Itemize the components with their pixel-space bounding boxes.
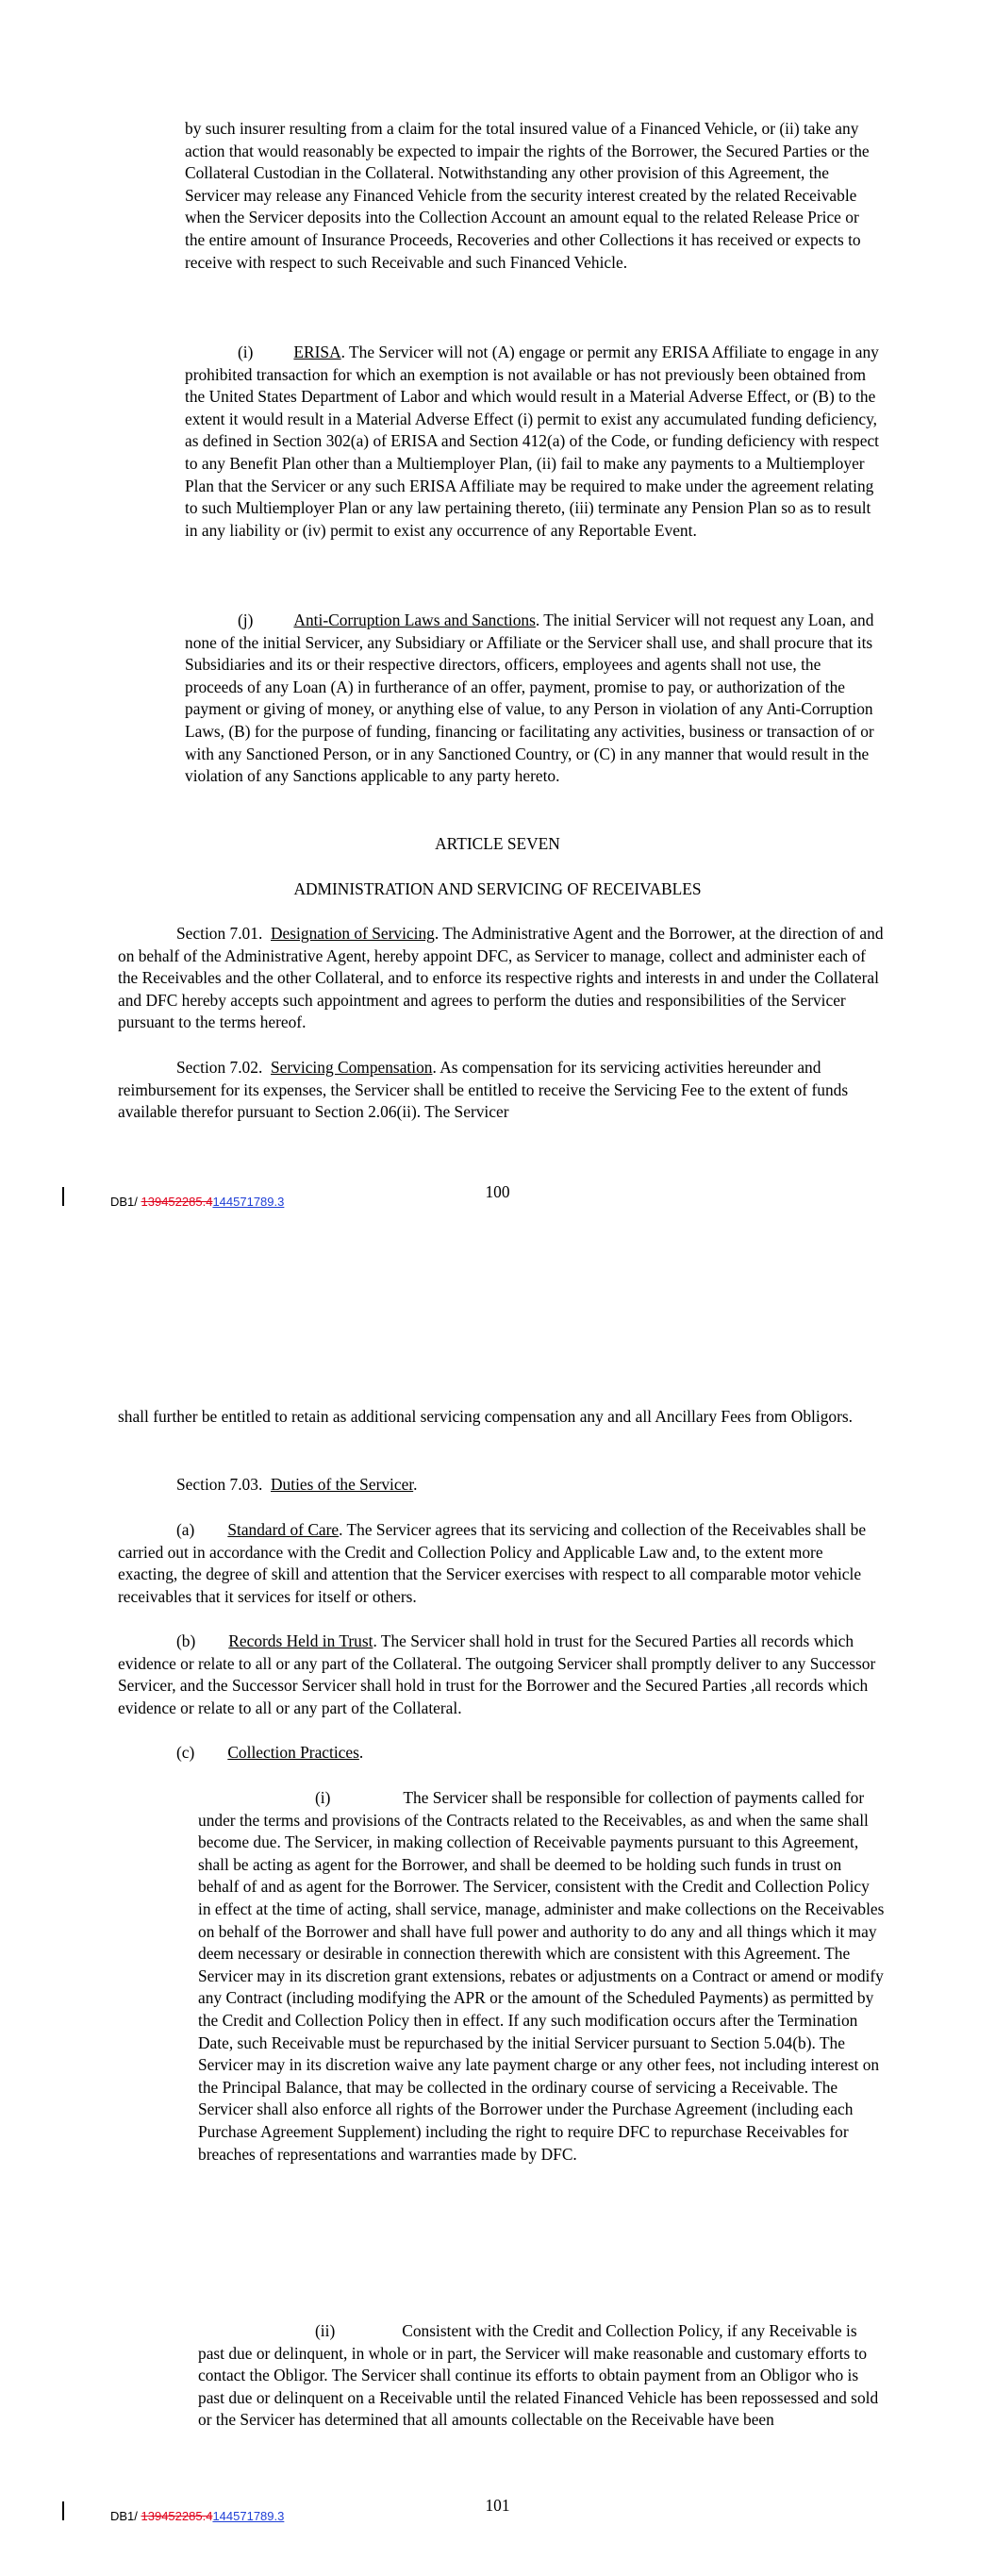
- section-7-01: Section 7.01. Designation of Servicing. The Administrative Agent and the Borrower, at the direction of and on behalf of the Administrative Agent, hereby appoint DFC, as Servicer to manage, collect and administer each of the Receivables and the other Collateral, and to enforce its respective rights and interests in and under the Collateral and DFC hereby accepts such appointment and agrees to perform the duties and responsibilities of the Servicer pursuant to the terms hereof.: [118, 924, 884, 1032]
- clause-c-ii: (ii) Consistent with the Credit and Collection Policy, if any Receivable is past due or delinquent, in whole or in part, the Servicer will make reasonable and customary efforts to contact the Obligor. The Servicer shall continue its efforts to obtain payment from an Obligor who is past due or delinquent on a Receivable until the related Financed Vehicle has been repossessed and sold or the Servicer has determined that all amounts collectable on the Receivable have been: [198, 2321, 879, 2430]
- section-7-02: Section 7.02. Servicing Compensation. As compensation for its servicing activities hereunder and reimbursement for its expenses, the Servicer shall be entitled to receive the Servicing Fee to the extent of funds available therefor pursuant to Section 2.06(ii). The Servicer: [118, 1058, 849, 1122]
- deleted-id: 139452285.4: [141, 2509, 213, 2523]
- clause-j-anti-corruption: (j) Anti-Corruption Laws and Sanctions. The initial Servicer will not request any Loan, and none of the initial Servicer, any Subsidiary or Affiliate or the Servicer shall use, and shall procure that its Subsidiaries and its or their respective directors, officers, employees and agents shall not use, the proceeds of any Loan (A) in furtherance of an offer, payment, promise to pay, or authorization of the payment or giving of money, or anything else of value, to any Person in violation of any Anti-Corruption Laws, (B) for the purpose of funding, financing or facilitating any activities, business or transaction of or with any Sanctioned Person, or in any Sanctioned Country, or (C) in any manner that would result in the violation of any Sanctions applicable to any party hereto.: [185, 611, 874, 786]
- change-bar: [62, 2501, 64, 2520]
- article-heading: ARTICLE SEVEN: [435, 834, 560, 853]
- clause-c-i: (i) The Servicer shall be responsible for collection of payments called for under the terms and provisions of the Contracts related to the Receivables, as and when the same shall become due. The Servicer, in making collection of Receivable payments pursuant to this Agreement, shall be acting as agent for the Borrower, and shall be deemed to be holding such funds in trust on behalf of and as agent for the Borrower. The Servicer, consistent with the Credit and Collection Policy in effect at the time of acting, shall service, manage, administer and make collections on the Receivables on behalf of the Borrower and shall have full power and authority to do any and all things which it may deem necessary or desirable in connection therewith which are consistent with this Agreement. The Servicer may in its discretion grant extensions, rebates or adjustments on a Contract or amend or modify any Contract (including modifying the APR or the amount of the Scheduled Payments) as permitted by the Credit and Collection Policy then in effect. If any such modification occurs after the Termination Date, such Receivable must be repurchased by the initial Servicer pursuant to Section 5.04(b). The Servicer may in its discretion waive any late payment charge or any other fees, not including interest on the Principal Balance, that may be collected in the ordinary course of servicing a Receivable. The Servicer shall also enforce all rights of the Borrower under the Purchase Agreement (including each Purchase Agreement Supplement) including the right to require DFC to repurchase Receivables for breaches of representations and warranties made by DFC.: [198, 1788, 885, 2164]
- document-page-101: [0, 1321, 995, 2576]
- clause-c-collection-practices: (c) Collection Practices.: [176, 1743, 364, 1762]
- continuation-paragraph: by such insurer resulting from a claim for the total insured value of a Financed Vehicle, or (ii) take any action that would reasonably be expected to impair the rights of the Borrower, the Secured Parties or the Collateral Custodian in the Collateral. Notwithstanding any other provision of this Agreement, the Servicer may release any Financed Vehicle from the security interest created by the related Receivable when the Servicer deposits into the Collection Account an amount equal to the related Release Price or the entire amount of Insurance Proceeds, Recoveries and other Collections it has received or expects to receive with respect to such Receivable and such Financed Vehicle.: [185, 119, 870, 272]
- clause-heading: Standard of Care: [227, 1520, 340, 1539]
- inserted-id: 144571789.3: [212, 1195, 285, 1209]
- section-heading: Designation of Servicing: [271, 924, 435, 943]
- section-heading: Duties of the Servicer: [271, 1475, 414, 1494]
- clause-a-standard-of-care: (a) Standard of Care. The Servicer agrees that its servicing and collection of the Receivables shall be carried out in accordance with the Credit and Collection Policy and Applicable Law and, to the extent more exacting, the degree of skill and attention that the Servicer exercises with respect to all comparable motor vehicle receivables that it services for itself or others.: [118, 1520, 867, 1606]
- document-id-footer: DB1/ 139452285.4144571789.3: [110, 1195, 285, 1209]
- clause-i-erisa: (i) ERISA. The Servicer will not (A) engage or permit any ERISA Affiliate to engage in any prohibited transaction for which an exemption is not available or has not previously been obtained from the United States Department of Labor and which would result in a Material Adverse Effect, or (B) to the extent it would result in a Material Adverse Effect (i) permit to exist any accumulated funding deficiency, as defined in Section 302(a) of ERISA and Section 412(a) of the Code, or funding deficiency with respect to any Benefit Plan other than a Multiemployer Plan, (ii) fail to make any payments to a Multiemployer Plan that the Servicer or any such ERISA Affiliate may be required to make under the agreement relating to such Multiemployer Plan or any law pertaining thereto, (iii) terminate any Pension Plan so as to result in any liability or (iv) permit to exist any occurrence of any Reportable Event.: [185, 343, 880, 540]
- clause-heading: Anti-Corruption Laws and Sanctions: [293, 611, 536, 629]
- deleted-id: 139452285.4: [141, 1195, 213, 1209]
- clause-heading: ERISA: [293, 343, 341, 361]
- clause-b-records-held-in-trust: (b) Records Held in Trust. The Servicer shall hold in trust for the Secured Parties all records which evidence or relate to all or any part of the Collateral. The outgoing Servicer shall promptly deliver to any Successor Servicer, and the Successor Servicer shall hold in trust for the Borrower and the Secured Parties ,all records which evidence or relate to all or any part of the Collateral.: [118, 1631, 876, 1717]
- section-heading: Servicing Compensation: [271, 1058, 433, 1077]
- article-title: ADMINISTRATION AND SERVICING OF RECEIVABLES: [293, 879, 702, 898]
- page-number: 101: [485, 2496, 510, 2515]
- inserted-id: 144571789.3: [212, 2509, 285, 2523]
- page-number: 100: [485, 1182, 510, 1201]
- continuation-paragraph: shall further be entitled to retain as additional servicing compensation any and all Ancillary Fees from Obligors.: [118, 1407, 853, 1426]
- section-7-03: Section 7.03. Duties of the Servicer.: [176, 1475, 418, 1494]
- document-page-100: [0, 0, 995, 1255]
- clause-heading: Records Held in Trust: [228, 1631, 373, 1650]
- change-bar: [62, 1187, 64, 1206]
- document-id-footer: DB1/ 139452285.4144571789.3: [110, 2509, 285, 2523]
- clause-heading: Collection Practices: [227, 1743, 359, 1762]
